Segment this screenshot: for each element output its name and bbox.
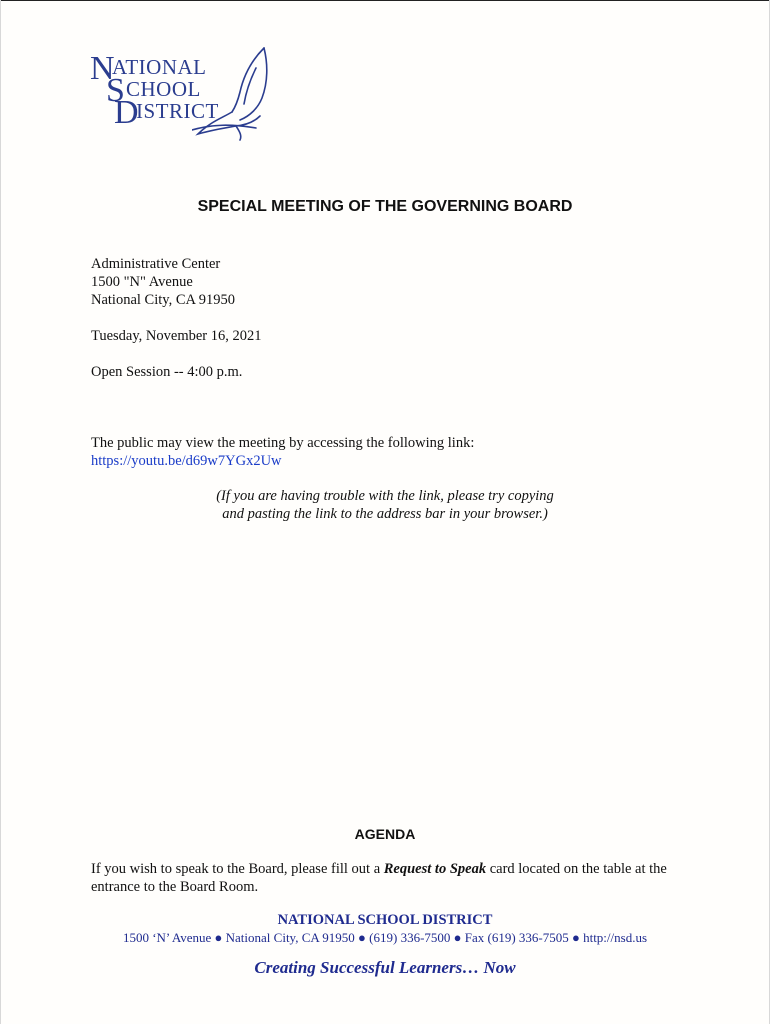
footer-contact-info: 1500 ‘N’ Avenue ● National City, CA 91950 ● (619) 336-7500 ● Fax (619) 336-7505 ● http://nsd.us: [122, 930, 648, 945]
logo-initial-n: N: [90, 50, 115, 87]
seagull-icon: [192, 46, 278, 142]
public-view-text: The public may view the meeting by accessing the following link:: [91, 435, 475, 451]
logo-initial-d: D: [114, 94, 139, 131]
footer-district-name: NATIONAL SCHOOL DISTRICT: [277, 912, 493, 928]
address-line-3: National City, CA 91950: [91, 292, 236, 308]
footer-tagline: Creating Successful Learners… Now: [254, 958, 516, 977]
link-help-note: [0, 487, 770, 523]
district-logo: [88, 46, 278, 146]
link-help-note-line-2: and pasting the link to the address bar in your browser.): [222, 506, 548, 522]
meeting-session: Open Session -- 4:00 p.m.: [91, 364, 243, 380]
public-view-section: [91, 434, 474, 470]
speak-text-post: card located on the table at the entrance to the Board Room.: [91, 861, 667, 895]
request-to-speak-term: Request to Speak: [383, 861, 487, 877]
link-help-note-line-1: (If you are having trouble with the link, please try copying: [216, 488, 554, 504]
address-line-1: Administrative Center: [91, 256, 221, 272]
logo-word-school: CHOOL: [126, 77, 201, 101]
logo-initial-s: S: [106, 72, 125, 109]
logo-word-district: ISTRICT: [136, 99, 219, 123]
agenda-heading: AGENDA: [354, 826, 416, 842]
request-to-speak-text: [91, 860, 691, 896]
meeting-date: Tuesday, November 16, 2021: [91, 328, 262, 344]
speak-text-pre: If you wish to speak to the Board, please fill out a: [91, 861, 384, 877]
page-top-border: [0, 0, 770, 1]
youtube-link[interactable]: https://youtu.be/d69w7YGx2Uw: [91, 453, 282, 469]
meeting-address: [91, 255, 235, 309]
address-line-2: 1500 "N" Avenue: [91, 274, 193, 290]
page-title: SPECIAL MEETING OF THE GOVERNING BOARD: [197, 198, 573, 215]
logo-word-national: ATIONAL: [112, 55, 207, 79]
